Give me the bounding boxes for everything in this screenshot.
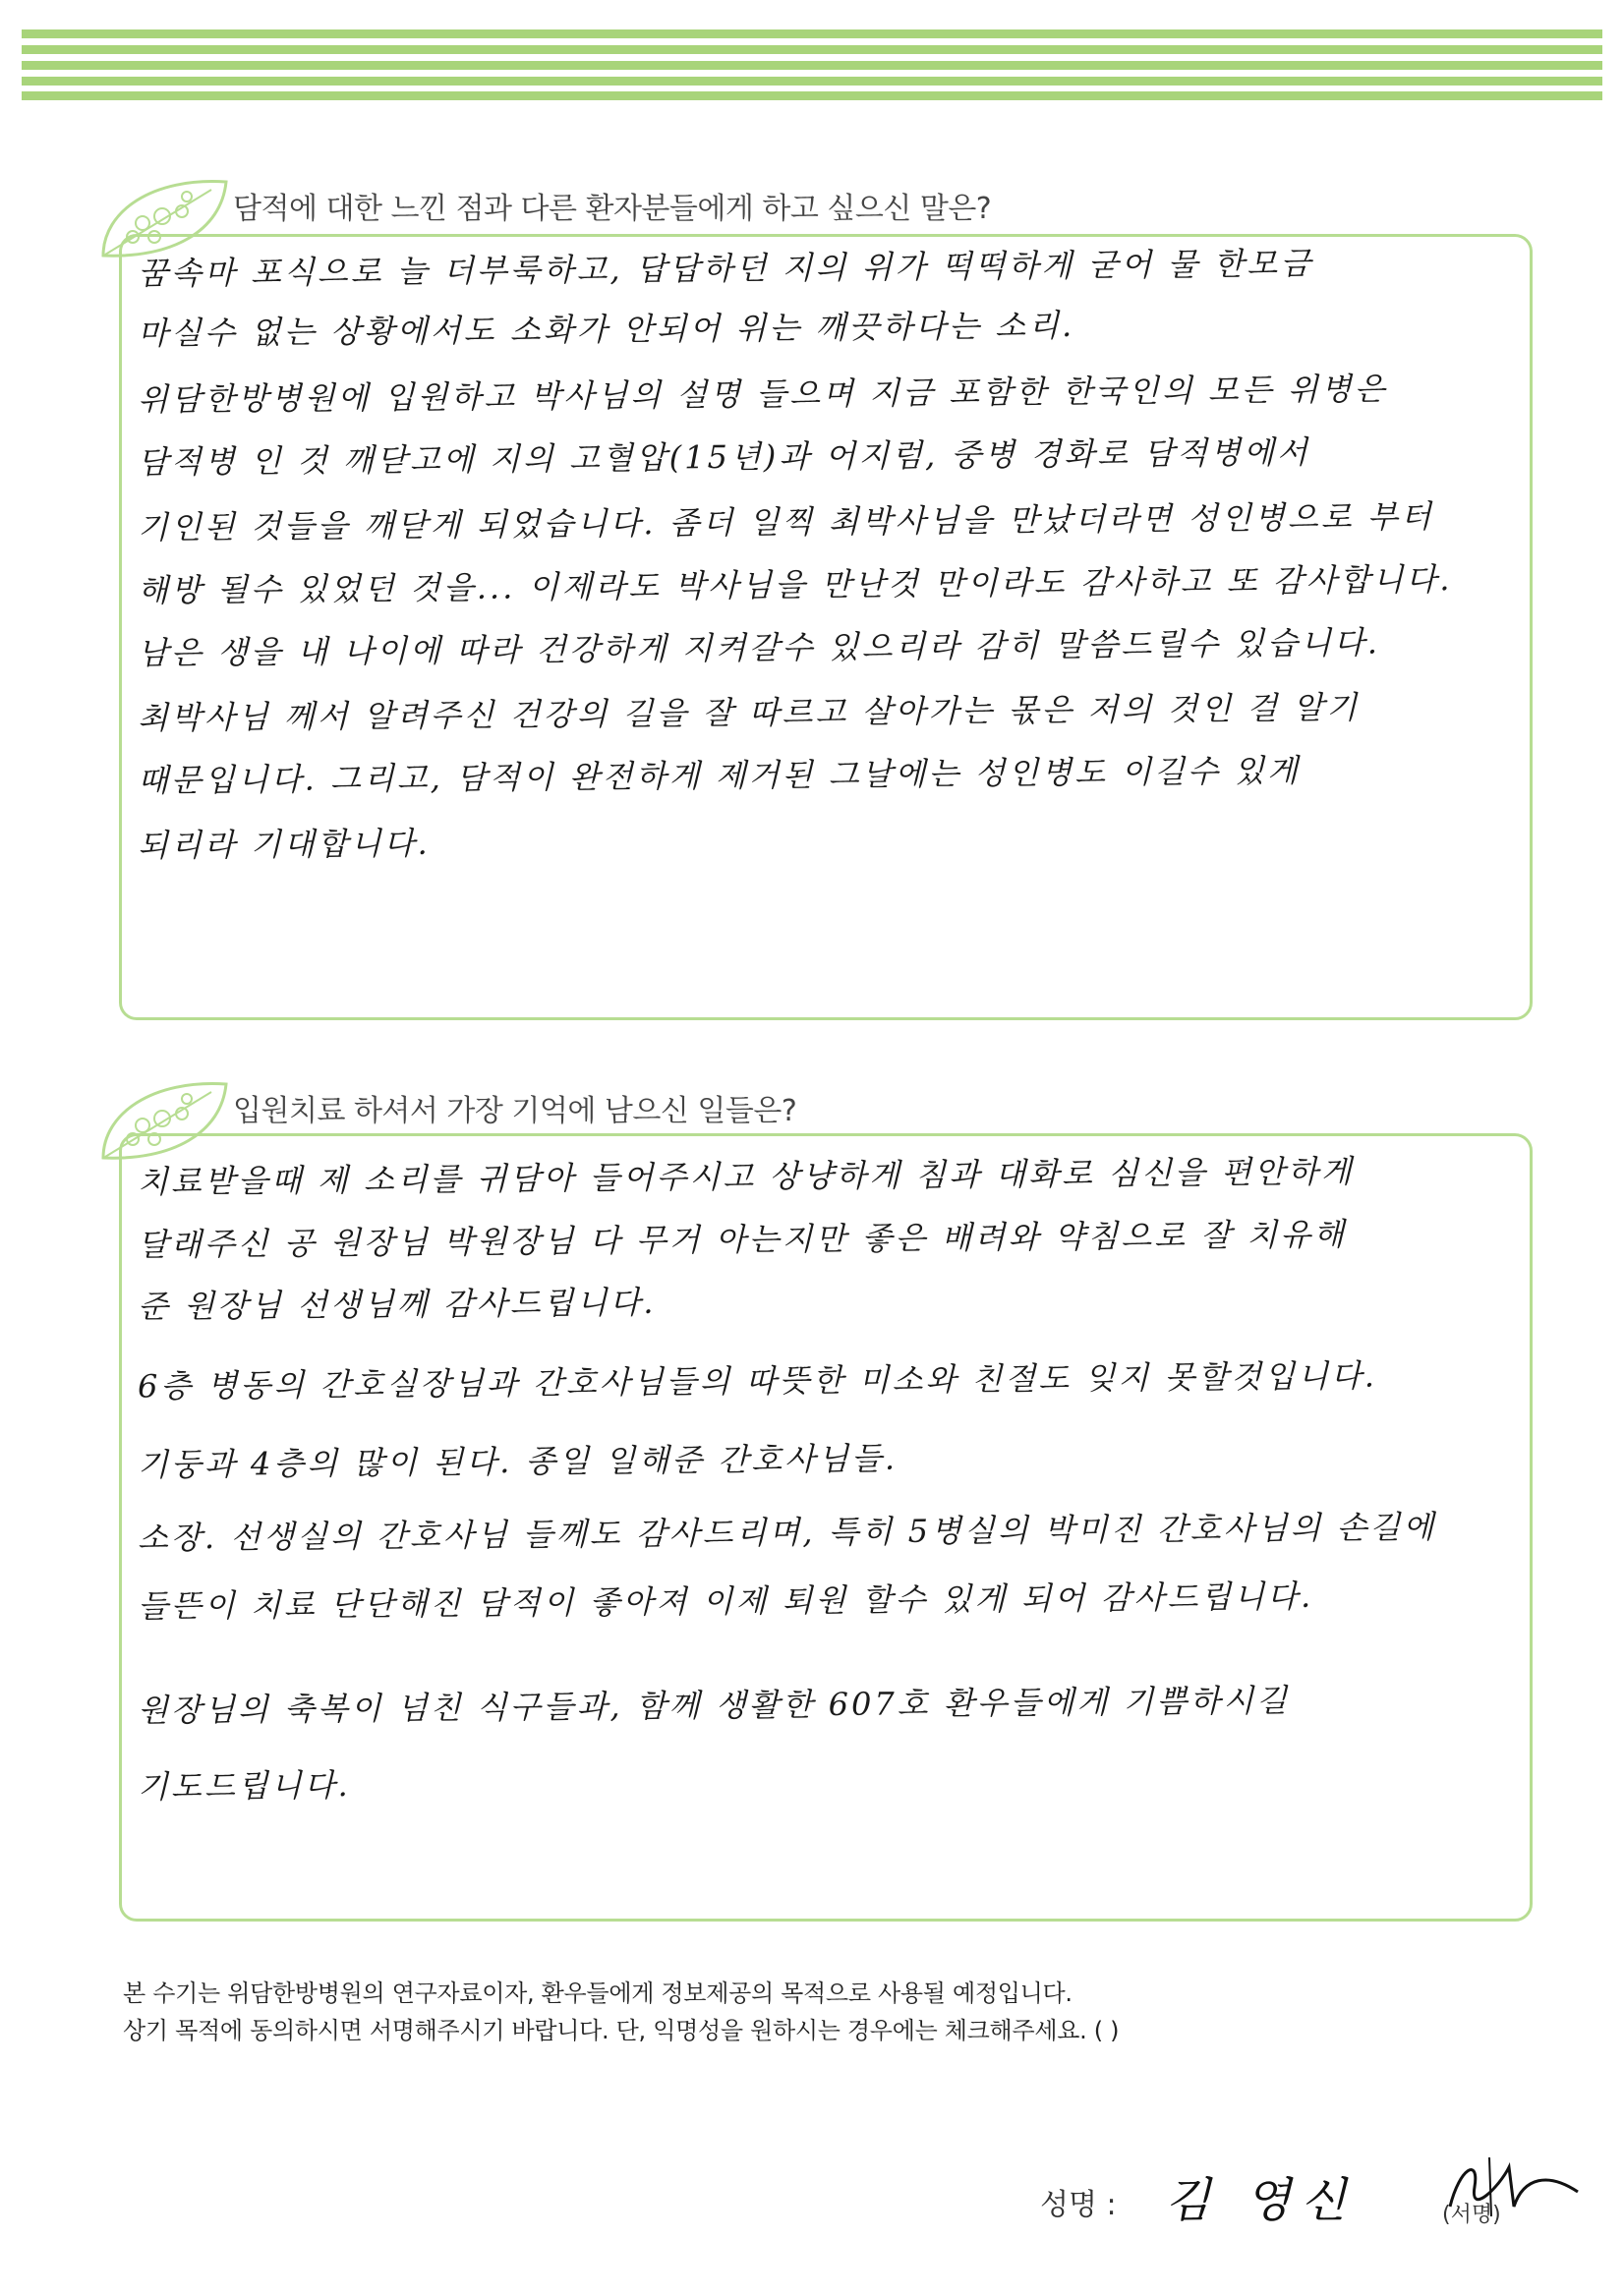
answer-line: 마실수 없는 상황에서도 소화가 안되어 위는 깨끗하다는 소리. bbox=[137, 306, 1075, 353]
answer-line: 들뜬이 치료 단단해진 담적이 좋아져 이제 퇴원 할수 있게 되어 감사드립니다. bbox=[137, 1577, 1314, 1626]
answer-line: 소장. 선생실의 간호사님 들께도 감사드리며, 특히 5병실의 박미진 간호사님의 손길에 bbox=[137, 1508, 1437, 1557]
answer-line: 준 원장님 선생님께 감사드립니다. bbox=[137, 1283, 657, 1326]
answer-line: 최박사님 께서 알려주신 건강의 길을 잘 따르고 살아가는 몫은 저의 것인 걸 알기 bbox=[137, 688, 1361, 737]
section1-question: 담적에 대한 느낀 점과 다른 환자분들에게 하고 싶으신 말은? bbox=[233, 192, 992, 226]
consent-note-2: 상기 목적에 동의하시면 서명해주시기 바랍니다. 단, 익명성을 원하시는 경우에는 체크해주세요. ( ) bbox=[123, 2017, 1120, 2044]
answer-line: 되리라 기대합니다. bbox=[137, 824, 431, 865]
answer-line: 꿈속마 포식으로 늘 더부룩하고, 답답하던 지의 위가 떡떡하게 굳어 물 한모금 bbox=[137, 244, 1314, 293]
answer-line: 달래주신 공 원장님 박원장님 다 무거 아는지만 좋은 배려와 약침으로 잘 치유해 bbox=[137, 1215, 1348, 1264]
section2-header bbox=[93, 1074, 978, 1133]
seal-text: (서명) bbox=[1442, 2203, 1501, 2227]
answer-line: 남은 생을 내 나이에 따라 건강하게 지켜갈수 있으리라 감히 말씀드릴수 있습니다. bbox=[137, 623, 1381, 672]
answer-line: 때문입니다. 그리고, 담적이 완전하게 제거된 그날에는 성인병도 이길수 있게 bbox=[137, 751, 1302, 800]
answer-line: 해방 될수 있었던 것을... 이제라도 박사님을 만난것 만이라도 감사하고 또 감사합니다. bbox=[137, 560, 1453, 609]
answer-line: 기인된 것들을 깨닫게 되었습니다. 좀더 일찍 최박사님을 만났더라면 성인병으로 부터 bbox=[137, 497, 1434, 546]
answer-line: 기도드립니다. bbox=[137, 1766, 351, 1806]
consent-note-1: 본 수기는 위담한방병원의 연구자료이자, 환우들에게 정보제공의 목적으로 사용될 예정입니다. bbox=[123, 1980, 1073, 2007]
signature-name: 김 영신 bbox=[1165, 2173, 1357, 2228]
handwritten-signature bbox=[1430, 2148, 1597, 2236]
section1-header bbox=[93, 172, 992, 231]
answer-line: 위담한방병원에 입원하고 박사님의 설명 들으며 지금 포함한 한국인의 모든 위병은 bbox=[137, 370, 1388, 419]
answer-line: 6층 병동의 간호실장님과 간호사님들의 따뜻한 미소와 친절도 잊지 못할것입니다. bbox=[137, 1356, 1378, 1406]
answer-line: 원장님의 축복이 넘친 식구들과, 함께 생활한 607호 환우들에게 기쁨하시길 bbox=[137, 1681, 1291, 1730]
answer-line: 기둥과 4층의 많이 된다. 종일 일해준 간호사님들. bbox=[137, 1439, 899, 1484]
signature-label: 성명 : bbox=[1040, 2188, 1117, 2222]
answer-line: 담적병 인 것 깨닫고에 지의 고혈압(15년)과 어지럼, 중병 경화로 담적병에서 bbox=[137, 432, 1311, 482]
header-decorative-stripes bbox=[22, 29, 1602, 100]
section2-question: 입원치료 하셔서 가장 기억에 남으신 일들은? bbox=[233, 1094, 797, 1128]
answer-line: 치료받을때 제 소리를 귀담아 들어주시고 상냥하게 침과 대화로 심신을 편안하게 bbox=[137, 1152, 1355, 1201]
